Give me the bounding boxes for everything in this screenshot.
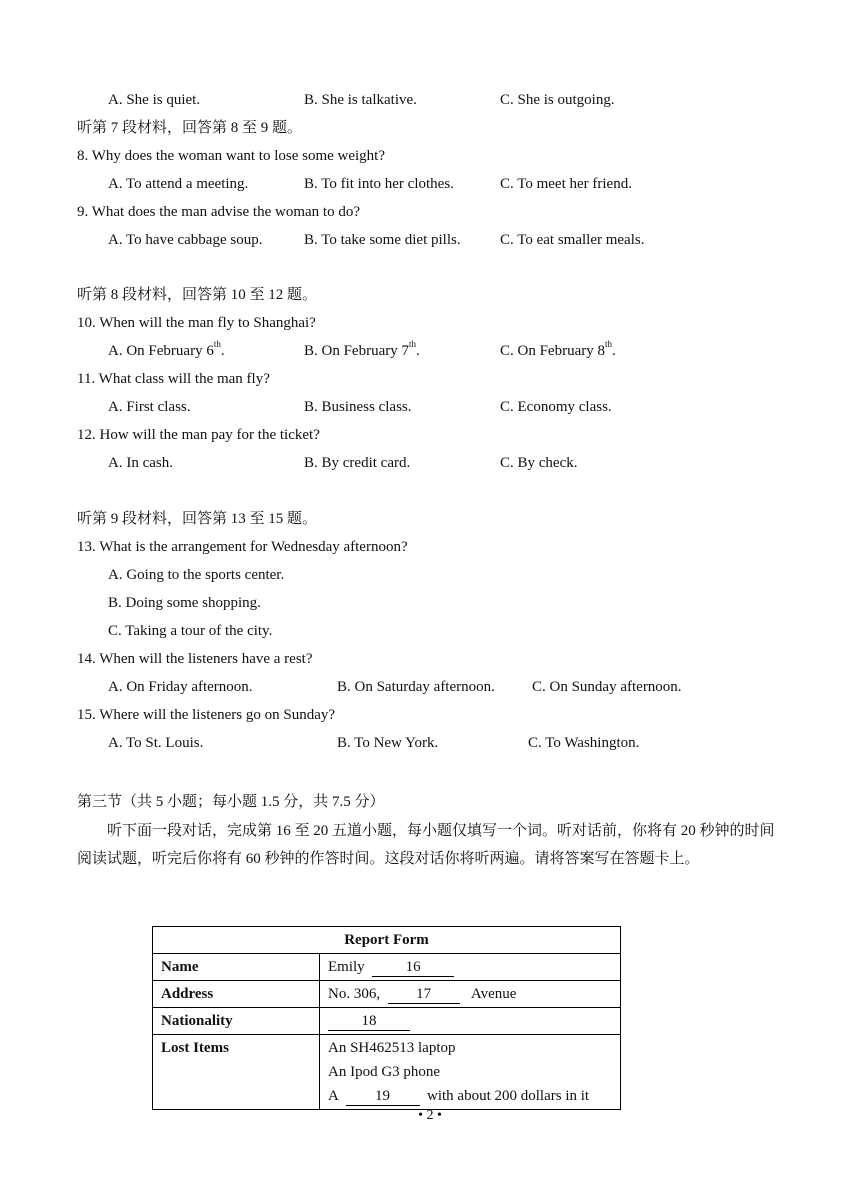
q12-option-a: A. In cash.: [108, 455, 173, 471]
lost-item-19-suffix: with about 200 dollars in it: [427, 1088, 590, 1104]
q15-question: 15. Where will the listeners go on Sunday?: [77, 707, 336, 723]
q11-option-a: A. First class.: [108, 399, 191, 415]
q8-options: [108, 175, 820, 193]
name-row: [153, 954, 621, 981]
q10-option-b-end: .: [416, 343, 420, 359]
q10-option-c-text: C. On February 8: [500, 343, 605, 359]
q7-options: [108, 91, 820, 109]
q13-question: 13. What is the arrangement for Wednesday afternoon?: [77, 539, 408, 555]
q8-question: 8. Why does the woman want to lose some weight?: [77, 148, 385, 164]
q10-option-c-end: .: [612, 343, 616, 359]
report-form-title: Report Form: [153, 927, 621, 954]
lost-item-laptop: An SH462513 laptop: [328, 1040, 456, 1056]
name-cell: [320, 954, 621, 981]
nationality-label: Nationality: [153, 1008, 320, 1035]
q10-question: 10. When will the man fly to Shanghai?: [77, 315, 316, 331]
part3-instructions: 听下面一段对话，完成第 16 至 20 五道小题，每小题仅填写一个词。听对话前，你将有 20 秒钟的时间阅读试题，听完后你将有 60 秒钟的作答时间。这段对话你将听两遍。请将答案写在答题卡上。: [77, 823, 775, 867]
q7-option-b: B. She is talkative.: [304, 92, 417, 108]
q10-option-b-text: B. On February 7: [304, 343, 409, 359]
q9-question: 9. What does the man advise the woman to do?: [77, 204, 360, 220]
q9-option-b: B. To take some diet pills.: [304, 232, 461, 248]
section8-header: 听第 8 段材料，回答第 10 至 12 题。: [77, 287, 318, 303]
address-row: [153, 981, 621, 1008]
q10-option-a-sup: th: [213, 339, 221, 349]
blank-18: 18: [328, 1012, 410, 1031]
lost-item-19-prefix: A: [328, 1088, 339, 1104]
q8-option-c: C. To meet her friend.: [500, 176, 632, 192]
q13-option-b: B. Doing some shopping.: [108, 595, 261, 611]
section7-header: 听第 7 段材料，回答第 8 至 9 题。: [77, 120, 303, 136]
name-label: Name: [153, 954, 320, 981]
q9-option-a: A. To have cabbage soup.: [108, 232, 263, 248]
q11-option-c: C. Economy class.: [500, 399, 612, 415]
q11-options: [108, 398, 820, 416]
q7-option-c: C. She is outgoing.: [500, 92, 615, 108]
q7-option-a: A. She is quiet.: [108, 92, 201, 108]
q10-option-b: [304, 339, 420, 360]
q11-question: 11. What class will the man fly?: [77, 371, 270, 387]
q14-option-b: B. On Saturday afternoon.: [337, 679, 495, 695]
q12-options: [108, 454, 820, 472]
q15-option-c: C. To Washington.: [528, 735, 640, 751]
q10-option-a: [108, 339, 225, 360]
q9-options: [108, 231, 820, 249]
section9-header: 听第 9 段材料，回答第 13 至 15 题。: [77, 511, 318, 527]
q13-option-a: A. Going to the sports center.: [108, 567, 285, 583]
q8-option-b: B. To fit into her clothes.: [304, 176, 454, 192]
part3-header: 第三节（共 5 小题；每小题 1.5 分，共 7.5 分）: [77, 794, 385, 810]
lost-items-label: Lost Items: [153, 1035, 320, 1110]
q10-option-c: [500, 339, 616, 360]
report-form: [152, 926, 621, 1110]
q12-option-b: B. By credit card.: [304, 455, 411, 471]
q11-option-b: B. Business class.: [304, 399, 412, 415]
nationality-cell: [320, 1008, 621, 1035]
q8-option-a: A. To attend a meeting.: [108, 176, 249, 192]
q14-question: 14. When will the listeners have a rest?: [77, 651, 313, 667]
q10-option-a-end: .: [220, 343, 225, 359]
q14-option-c: C. On Sunday afternoon.: [532, 679, 682, 695]
q13-option-c: C. Taking a tour of the city.: [108, 623, 273, 639]
q15-option-b: B. To New York.: [337, 735, 439, 751]
address-cell: [320, 981, 621, 1008]
address-suffix: Avenue: [470, 986, 517, 1002]
q10-option-c-sup: th: [605, 339, 613, 349]
report-form-title-row: [153, 927, 621, 954]
lost-items-row: [153, 1035, 621, 1110]
q9-option-c: C. To eat smaller meals.: [500, 232, 645, 248]
page-number: • 2 •: [418, 1108, 442, 1123]
blank-17: 17: [388, 985, 460, 1004]
q12-option-c: C. By check.: [500, 455, 578, 471]
q10-option-a-text: A. On February 6: [108, 343, 214, 359]
name-value: Emily: [328, 959, 365, 975]
q14-option-a: A. On Friday afternoon.: [108, 679, 253, 695]
address-prefix: No. 306,: [328, 986, 381, 1002]
q12-question: 12. How will the man pay for the ticket?: [77, 427, 320, 443]
lost-item-19: [328, 1084, 612, 1108]
blank-16: 16: [372, 958, 454, 977]
nationality-row: [153, 1008, 621, 1035]
q15-options: [108, 734, 820, 752]
q14-options: [108, 678, 820, 696]
lost-item-phone: An Ipod G3 phone: [328, 1064, 441, 1080]
address-label: Address: [153, 981, 320, 1008]
q10-options: [108, 339, 820, 360]
lost-items-cell: [320, 1035, 621, 1110]
blank-19: 19: [346, 1087, 420, 1106]
q10-option-b-sup: th: [409, 339, 417, 349]
q15-option-a: A. To St. Louis.: [108, 735, 204, 751]
